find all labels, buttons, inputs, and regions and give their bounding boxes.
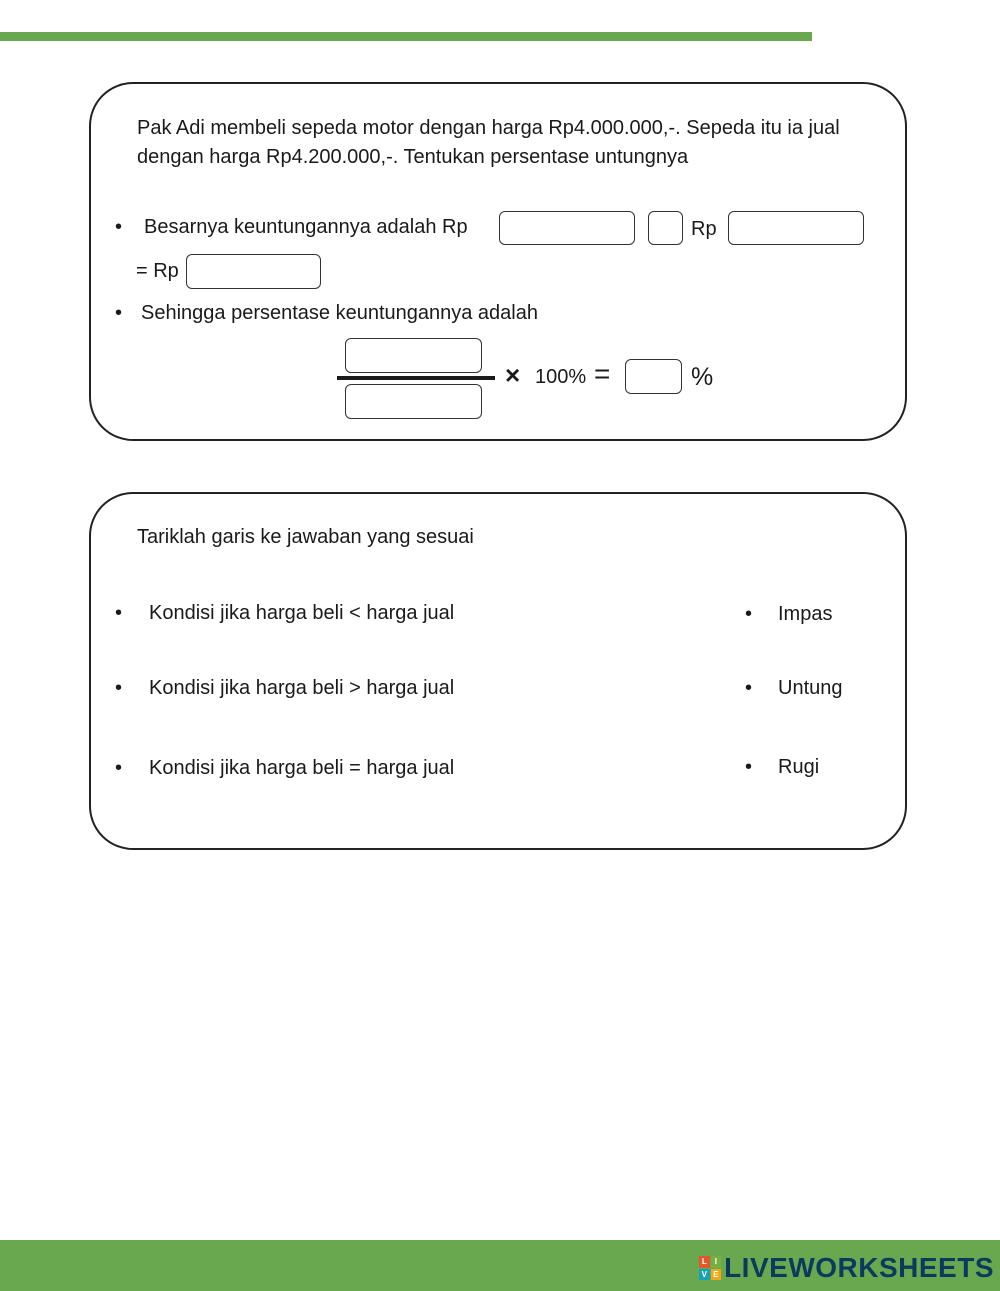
percentage-label: Sehingga persentase keuntungannya adalah (141, 302, 538, 324)
operator-input[interactable] (648, 211, 683, 245)
bullet: • (115, 677, 123, 699)
percent-result-input[interactable] (625, 359, 682, 394)
logo-mark-tile: E (711, 1269, 722, 1281)
bullet: • (745, 756, 753, 778)
logo-mark-tile: V (699, 1269, 710, 1281)
rp-label: Rp (691, 218, 717, 240)
right-item-untung[interactable]: Untung (778, 677, 843, 699)
left-item-buy-less-than-sell[interactable]: Kondisi jika harga beli < harga jual (149, 602, 455, 624)
profit-question-card (89, 82, 907, 441)
fraction-numerator-input[interactable] (345, 338, 482, 373)
profit-result-input[interactable] (186, 254, 321, 289)
right-item-impas[interactable]: Impas (778, 603, 833, 625)
logo-mark-tile: L (699, 1256, 710, 1268)
liveworksheets-logo[interactable] (699, 1252, 994, 1284)
top-accent-bar (0, 32, 812, 41)
left-item-buy-greater-than-sell[interactable]: Kondisi jika harga beli > harga jual (149, 677, 455, 699)
right-item-rugi[interactable]: Rugi (778, 756, 820, 778)
left-item-buy-equals-sell[interactable]: Kondisi jika harga beli = harga jual (149, 757, 455, 779)
logo-text: LIVEWORKSHEETS (724, 1252, 994, 1283)
profit-label: Besarnya keuntungannya adalah Rp (144, 216, 468, 238)
matching-card (89, 492, 907, 850)
profit-subtrahend-input[interactable] (728, 211, 864, 245)
percent-sign: % (691, 363, 714, 391)
equals-rp-label: = Rp (136, 260, 179, 282)
fraction-bar (337, 376, 495, 380)
bullet: • (115, 216, 123, 238)
bullet: • (115, 757, 123, 779)
fraction-denominator-input[interactable] (345, 384, 482, 419)
equals-sign: = (594, 358, 611, 389)
profit-minuend-input[interactable] (499, 211, 635, 245)
liveworksheets-logo-icon (699, 1256, 721, 1280)
bullet: • (745, 677, 753, 699)
bullet: • (115, 302, 123, 324)
bullet: • (115, 602, 123, 624)
bullet: • (745, 603, 753, 625)
times-symbol: × (505, 360, 521, 390)
problem-text: Pak Adi membeli sepeda motor dengan harga Rp4.000.000,-. Sepeda itu ia jual dengan harga Rp4.200.000,-. Tentukan persentase untungnya (137, 117, 840, 168)
logo-mark-tile: I (711, 1256, 722, 1268)
hundred-percent-label: 100% (535, 366, 587, 388)
instruction-text: Tariklah garis ke jawaban yang sesuai (137, 526, 474, 548)
footer-bar (0, 1240, 1000, 1291)
